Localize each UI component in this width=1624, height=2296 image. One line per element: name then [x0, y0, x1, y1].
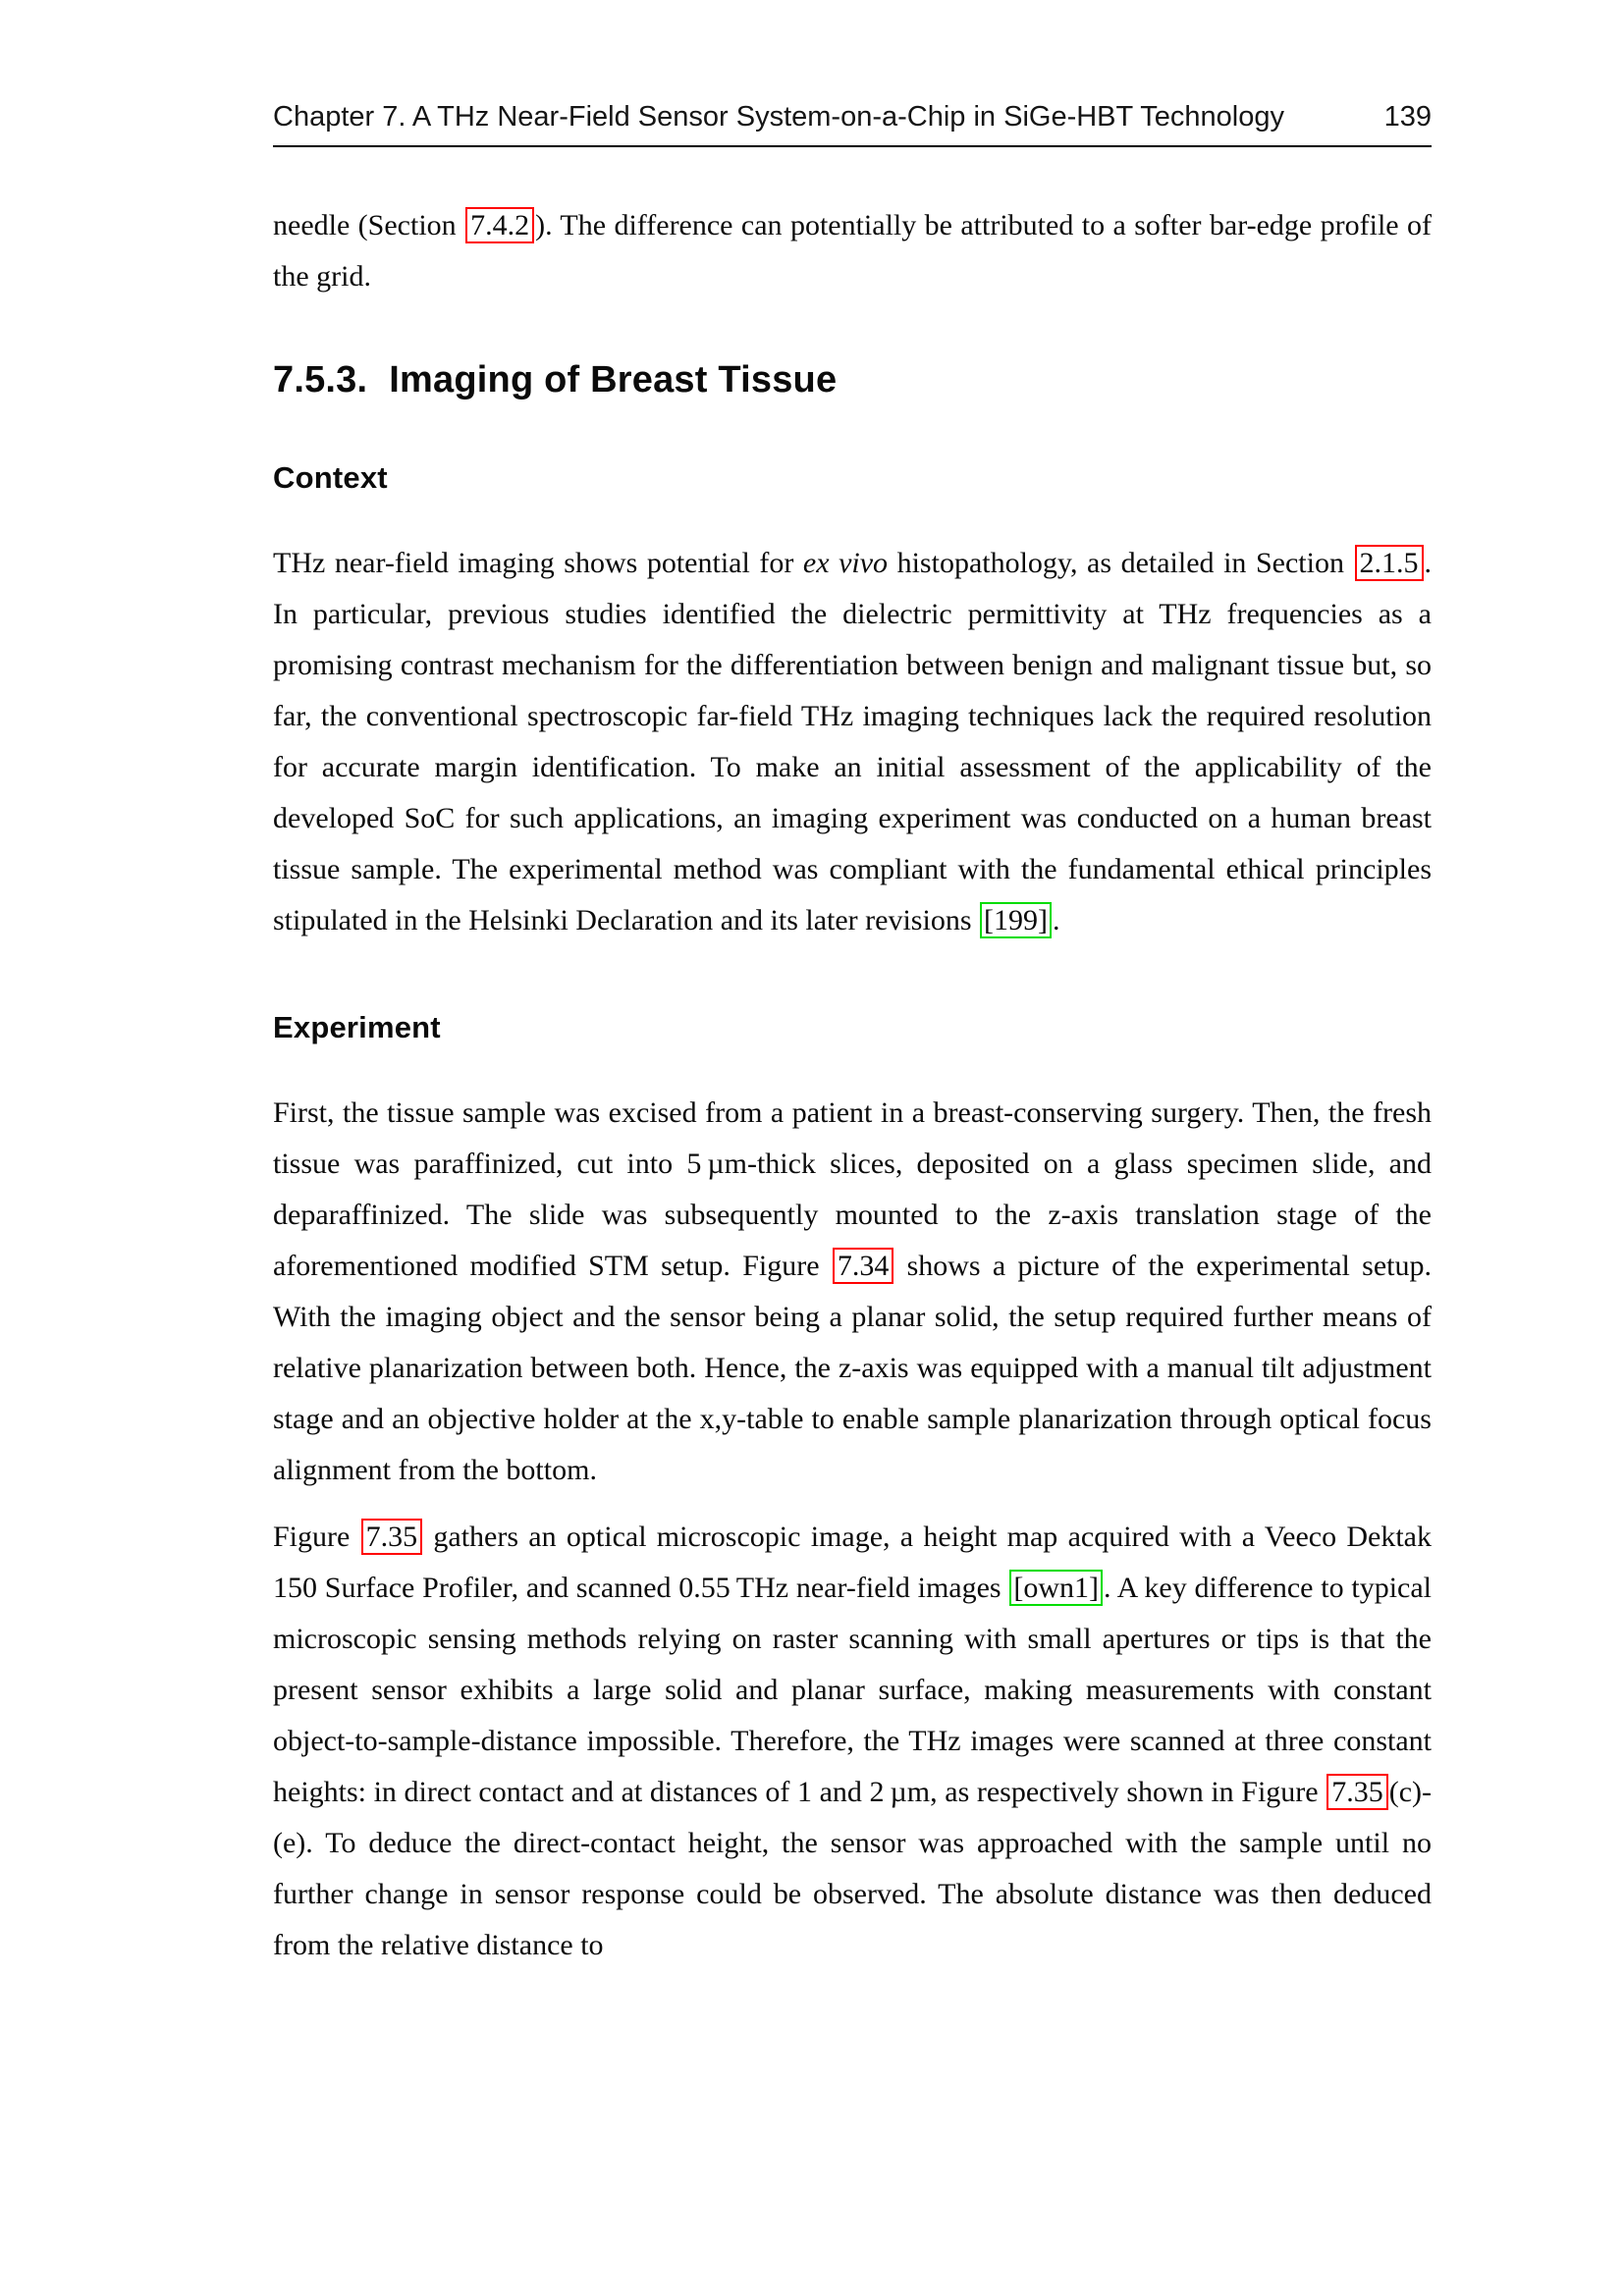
subsection-heading	[273, 357, 1432, 402]
subsection-number: 7.5.3.	[273, 359, 368, 400]
text-run: needle (Section	[273, 209, 465, 241]
citation-link[interactable]: [own1]	[1009, 1570, 1103, 1606]
text-run: shows a picture of the experimental setup. With the imaging object and the sensor being a planar solid, the setup required further means of relative planarization between both. Hence, the z-axis was equipped with a manual tilt adjustment stage and an objective holder at the x,y-table to enable sample planarization through optical focus alignment from the bottom.	[273, 1250, 1432, 1486]
text-run: First, the tissue sample was excised from a patient in a breast-conserving surgery. Then, the fresh tissue was paraffinized, cut into 5 µm-thick slices, deposited on a glass specimen slide, and deparaffinized. The slide was subsequently mounted to the z-axis translation stage of the aforementioned modified STM setup. Figure	[273, 1096, 1432, 1282]
cross-reference-link[interactable]: 7.4.2	[465, 207, 534, 243]
text-run: .	[1052, 904, 1060, 936]
paragraph-experiment-2	[273, 1512, 1432, 1971]
cross-reference-link[interactable]: 7.35	[1326, 1774, 1388, 1810]
citation-link[interactable]: [199]	[980, 902, 1052, 938]
subsection-title: Imaging of Breast Tissue	[389, 359, 838, 400]
text-run: (c)-(e). To deduce the direct-contact height, the sensor was approached with the sample until no further change in sensor response could be observed. The absolute distance was then deduced from the relative distance to	[273, 1776, 1432, 1961]
text-run: ). The difference can potentially be attributed to a softer bar-edge profile of the grid.	[273, 209, 1432, 293]
header-rule	[273, 145, 1432, 147]
text-run: THz near-field imaging shows potential for	[273, 547, 803, 579]
paragraph-experiment-1	[273, 1088, 1432, 1496]
cross-reference-link[interactable]: 7.35	[361, 1519, 423, 1555]
running-header	[273, 101, 1432, 145]
cross-reference-link[interactable]: 2.1.5	[1355, 545, 1424, 581]
text-column	[273, 101, 1432, 1971]
context-heading: Context	[273, 460, 388, 495]
page-number: 139	[1383, 101, 1432, 133]
text-run: gathers an optical microscopic image, a height map acquired with a Veeco Dektak 150 Surface Profiler, and scanned 0.55 THz near-field images	[273, 1521, 1432, 1604]
cross-reference-link[interactable]: 7.34	[833, 1248, 894, 1284]
text-run: histopathology, as detailed in Section	[888, 547, 1354, 579]
text-run: Figure	[273, 1521, 360, 1553]
emphasis-text: ex vivo	[802, 547, 889, 579]
paragraph-intro	[273, 200, 1432, 302]
experiment-heading: Experiment	[273, 1010, 441, 1044]
running-header-title: Chapter 7. A THz Near-Field Sensor System-on-a-Chip in SiGe-HBT Technology	[273, 101, 1284, 133]
text-run: . In particular, previous studies identified the dielectric permittivity at THz frequencies as a promising contrast mechanism for the differentiation between benign and malignant tissue but, so far, the conventional spectroscopic far-field THz imaging techniques lack the required resolution for accurate margin identification. To make an initial assessment of the applicability of the developed SoC for such applications, an imaging experiment was conducted on a human breast tissue sample. The experimental method was compliant with the fundamental ethical principles stipulated in the Helsinki Declaration and its later revisions	[273, 547, 1432, 936]
paragraph-context	[273, 538, 1432, 946]
text-run: . A key difference to typical microscopic sensing methods relying on raster scanning with small apertures or tips is that the present sensor exhibits a large solid and planar surface, making measurements with constant object-to-sample-distance impossible. Therefore, the THz images were scanned at three constant heights: in direct contact and at distances of 1 and 2 µm, as respectively shown in Figure	[273, 1572, 1432, 1808]
